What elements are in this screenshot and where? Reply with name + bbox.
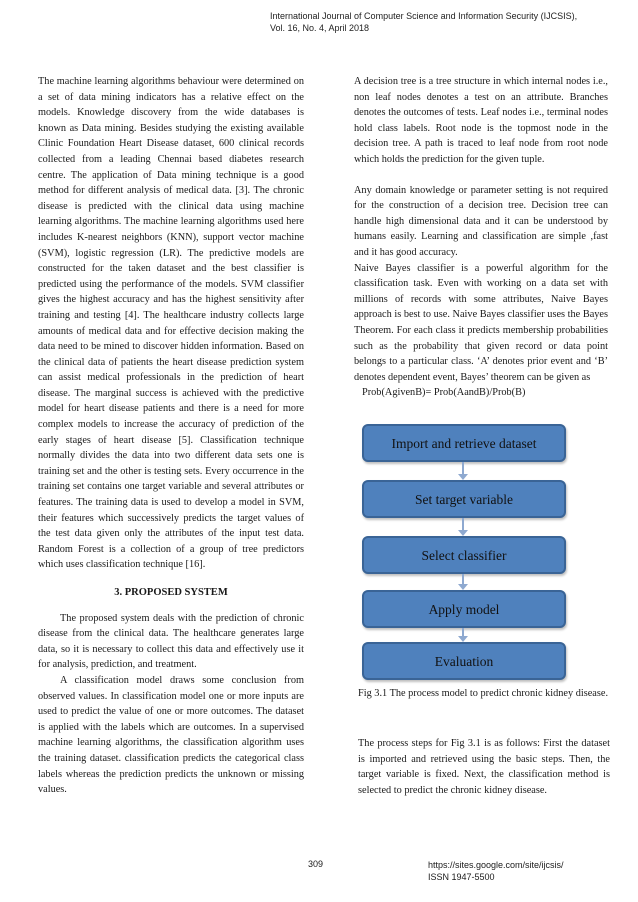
right-paragraph-3: Naive Bayes classifier is a powerful algorithm for the classification task. Even with working on a data set with millions of records with some attributes, Naive Bayes approach is best to use. Naive Bayes classifier uses the Bayes Theorem. For each class it predicts membership probabilities such as the probability that given record or data point belongs to a particular class. ‘A’ denotes prior event and ‘B’ denotes dependent event, Bayes’ theorem can be given as (354, 262, 608, 383)
flow-step-target: Set target variable (362, 480, 566, 518)
left-column (38, 74, 304, 798)
footer-info (428, 859, 564, 883)
footer-issn: ISSN 1947-5500 (428, 872, 495, 882)
right-paragraph-1: A decision tree is a tree structure in which internal nodes i.e., non leaf nodes denotes a test on an attribute. Branches denotes the outcomes of tests. Leaf nodes i.e., terminal nodes hold class labels. Root node is the topmost node in the decision tree. A path is traced to leaf node from root node which holds the prediction for the given tuple. (354, 76, 608, 165)
journal-title: International Journal of Computer Science and Information Security (IJCSIS), (270, 11, 578, 21)
journal-volume: Vol. 16, No. 4, April 2018 (270, 23, 370, 33)
flow-step-classifier: Select classifier (362, 536, 566, 574)
figure-caption: Fig 3.1 The process model to predict chronic kidney disease. (358, 688, 609, 699)
flow-arrow (462, 574, 464, 584)
left-paragraph-1: The machine learning algorithms behaviour were determined on a set of data mining indicators has a relative effect on the models. Knowledge discovery from the wide databases is known as Data mining. Besides studying the existing available Clinic Foundation Heart Disease dataset, 600 clinical records collected from a leading Chennai based diabetes research centre. The application of Data mining technique is a good method for different analysis of medical data. [3]. The chronic disease is predicted with the clinical data using machine learning algorithms. The machine learning algorithms used here includes K-nearest neighbors (KNN), support vector machine (SVM), logistic regression (LR). The predictive models are constructed for the taken dataset and the best classifier is predicted using the performance of the models. SVM classifier gives the highest accuracy and has the highest sensitivity after training and testing [4]. The healthcare industry collects large amounts of medical data and for effective decision making the data need to be mined to discover hidden information. Based on the clinical data of patients the heart disease prediction system can assist medical professionals in the prediction of heart disease. The marginal success is achieved with the predictive model for heart disease patients and there is a need for more complex models to increase the accuracy of prediction of the early stages of heart disease [5]. Classification technique normally divides the data into two different data sets one is training set and the other is testing sets. Every occurrence in the training set contains one target variable and several attributes or features. The training data is used to develop a model in SVM, their features which successively predicts the target values of the test data given only the attributes of the input test data. Random Forest is a collection of a group of tree predictors which uses classification technique [16]. (38, 76, 304, 571)
section-heading: 3. PROPOSED SYSTEM (114, 587, 228, 598)
process-flowchart (358, 420, 570, 682)
footer-url: https://sites.google.com/site/ijcsis/ (428, 860, 564, 870)
flow-step-evaluation: Evaluation (362, 642, 566, 680)
page-number: 309 (308, 859, 324, 869)
left-paragraph-2: The proposed system deals with the prediction of chronic disease from the clinical data. The healthcare generates large data, so it is necessary to collect this data and effectively use it for analysis, prediction, and treatment. (38, 612, 304, 671)
flow-step-apply: Apply model (362, 590, 566, 628)
left-paragraph-3: A classification model draws some conclusion from observed values. In classification model one or more inputs are used to predict the value of one or more outcomes. The dataset is applied with the labels which are outcomes. In a supervised machine learning algorithms, the classification algorithm uses the training dataset. classification predicts the categorical class labels whereas the prediction predicts the unknown or missing values. (38, 674, 304, 796)
right-column (354, 74, 608, 401)
journal-header (270, 10, 620, 34)
flow-arrow (462, 518, 464, 530)
flow-arrow (462, 462, 464, 474)
flow-arrow (462, 628, 464, 636)
flow-step-import: Import and retrieve dataset (362, 424, 566, 462)
right-paragraph-4: The process steps for Fig 3.1 is as follows: First the dataset is imported and retrieved using the basic steps. Then, the target variable is fixed. Next, the classification method is selected to predict the chronic kidney disease. (358, 738, 610, 796)
bayes-formula: Prob(AgivenB)= Prob(AandB)/Prob(B) (362, 387, 526, 399)
right-paragraph-2: Any domain knowledge or parameter setting is not required for the construction of a decision tree. Decision tree can handle high dimensional data and it can be understood by humans easily. Learning and classification are simple ,fast and it has good accuracy. (354, 184, 608, 258)
